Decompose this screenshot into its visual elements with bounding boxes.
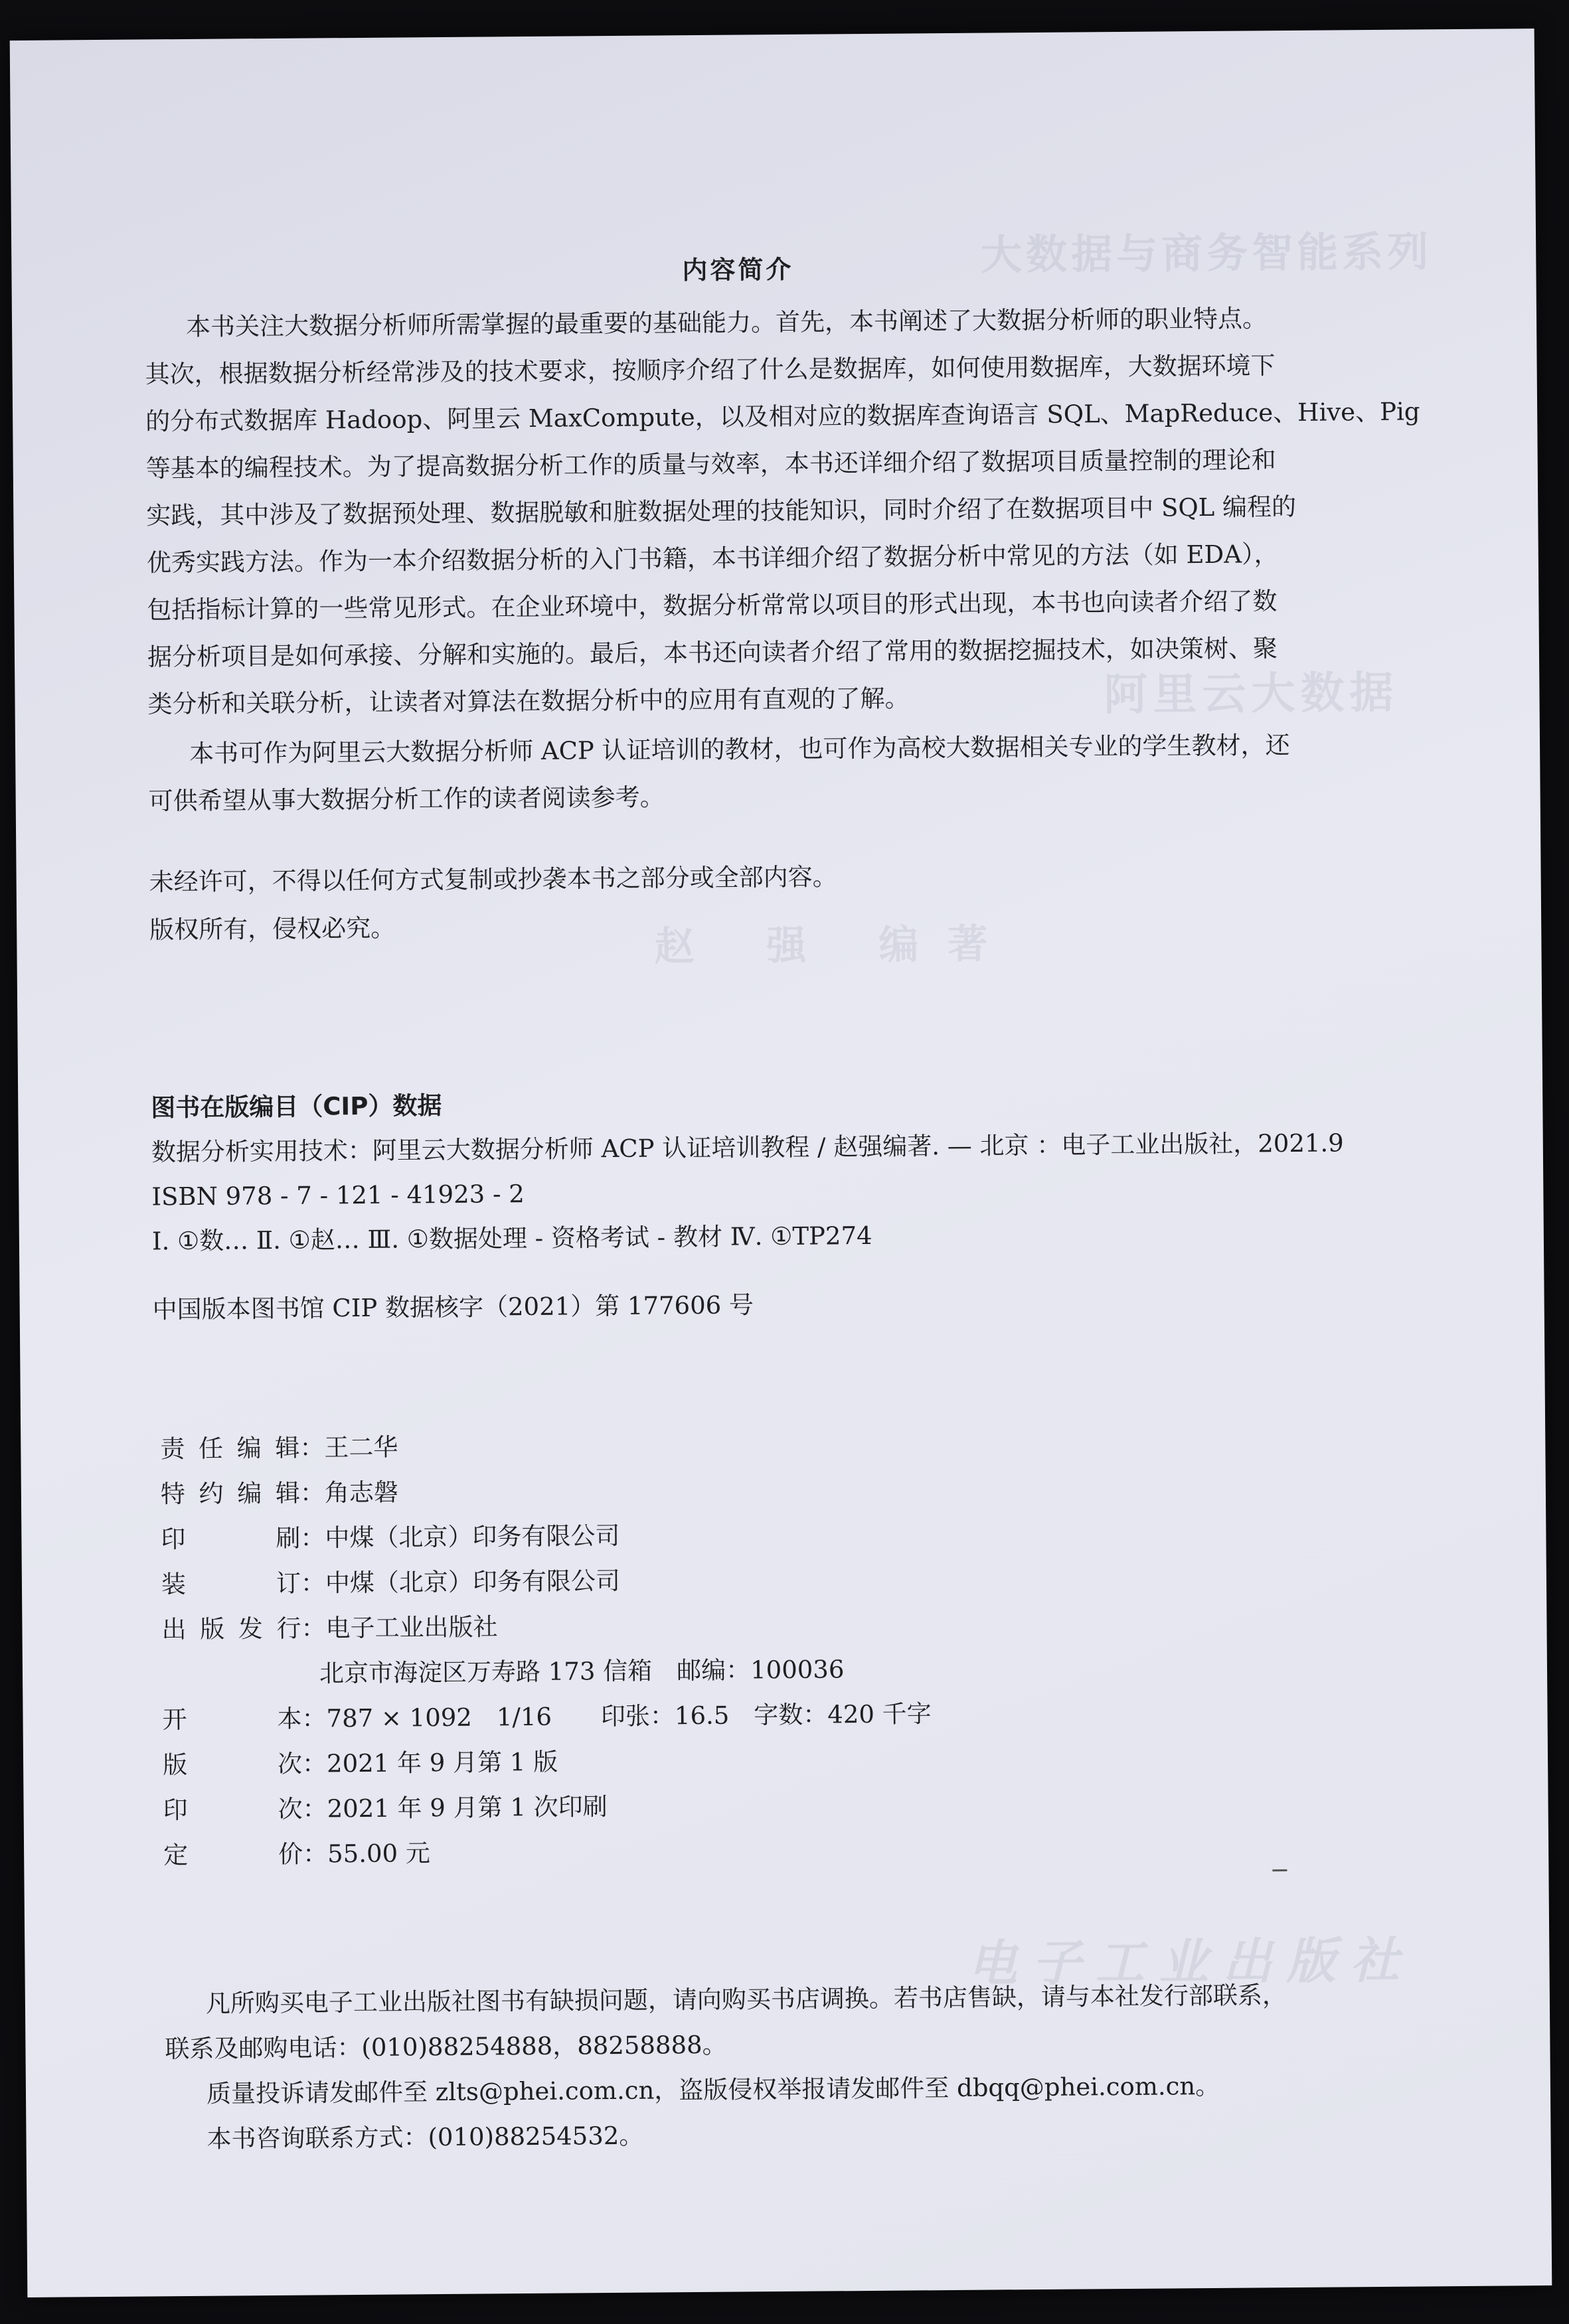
credit-value: 王二华 [324, 1433, 398, 1462]
intro-line: 本书关注大数据分析师所需掌握的最重要的基础能力。首先，本书阐述了大数据分析师的职业特点。 [185, 304, 1268, 341]
credit-label: 版次 [162, 1749, 303, 1780]
intro-line: 等基本的编程技术。为了提高数据分析工作的质量与效率，本书还详细介绍了数据项目质量控制的理论和 [145, 445, 1276, 483]
credit-format: 开本：787 × 1092 1/16 印张：16.5 字数：420 千字 [162, 1699, 932, 1735]
credit-price: 定价：55.00 元 [163, 1839, 431, 1870]
credit-publisher: 出版发行：电子工业出版社 [161, 1612, 498, 1644]
credit-printing: 印次：2021 年 9 月第 1 次印刷 [163, 1792, 608, 1825]
intro-line: 可供希望从事大数据分析工作的读者阅读参考。 [148, 783, 665, 816]
credit-label: 出版发行 [161, 1614, 301, 1644]
credit-value: 中煤（北京）印务有限公司 [325, 1521, 620, 1553]
intro-line: 优秀实践方法。作为一本介绍数据分析的入门书籍，本书详细介绍了数据分析中常见的方法（如 EDA）， [146, 540, 1279, 578]
credit-edition: 版次：2021 年 9 月第 1 版 [162, 1747, 558, 1780]
copyright-notice: 未经许可，不得以任何方式复制或抄袭本书之部分或全部内容。 [149, 862, 837, 897]
credit-label: 定价 [163, 1839, 303, 1870]
book-page [10, 29, 1552, 2297]
credit-label: 装订 [161, 1569, 301, 1599]
intro-line: 包括指标计算的一些常见形式。在企业环境中，数据分析常常以项目的形式出现，本书也向读者介绍了数 [147, 587, 1278, 625]
notice-line: 凡所购买电子工业出版社图书有缺损问题，请向购买书店调换。若书店售缺，请与本社发行部联系， [205, 1981, 1287, 2018]
credit-special-editor: 特约编辑：角志磐 [160, 1478, 399, 1509]
credit-value: 2021 年 9 月第 1 版 [326, 1747, 558, 1778]
intro-line: 类分析和关联分析，让读者对算法在数据分析中的应用有直观的了解。 [147, 684, 910, 719]
credit-value: 中煤（北京）印务有限公司 [325, 1566, 621, 1598]
intro-line: 本书可作为阿里云大数据分析师 ACP 认证培训的教材，也可作为高校大数据相关专业的学生教材，还 [189, 730, 1290, 768]
cip-heading: 图书在版编目（CIP）数据 [151, 1091, 442, 1123]
intro-line: 的分布式数据库 Hadoop、阿里云 MaxCompute，以及相对应的数据库查询语言 SQL、MapReduce、Hive、Pig [145, 397, 1420, 436]
credit-label: 印次 [163, 1794, 303, 1825]
credit-label: 特约编辑 [160, 1478, 301, 1509]
notice-line: 联系及邮购电话：(010)88254888，88258888。 [165, 2030, 727, 2064]
credit-printer: 印刷：中煤（北京）印务有限公司 [161, 1521, 620, 1554]
credit-value: 电子工业出版社 [325, 1612, 498, 1643]
credit-binder: 装订：中煤（北京）印务有限公司 [161, 1566, 621, 1599]
notice-line: 本书咨询联系方式：(010)88254532。 [206, 2121, 644, 2153]
credit-value: 787 × 1092 1/16 印张：16.5 字数：420 千字 [326, 1699, 932, 1733]
credit-value: 2021 年 9 月第 1 次印刷 [327, 1792, 608, 1823]
cip-line: 数据分析实用技术：阿里云大数据分析师 ACP 认证培训教程 / 赵强编著. — 北京 ：电子工业出版社，2021.9 [151, 1128, 1344, 1167]
credit-editor: 责任编辑：王二华 [160, 1433, 398, 1464]
intro-line: 实践，其中涉及了数据预处理、数据脱敏和脏数据处理的技能知识，同时介绍了在数据项目中 SQL 编程的 [146, 492, 1297, 530]
cip-line: ISBN 978 - 7 - 121 - 41923 - 2 [151, 1180, 525, 1211]
copyright-notice: 版权所有，侵权必究。 [149, 913, 396, 945]
bleed-through-text: 电子工业出版社 [967, 1932, 1414, 1993]
intro-line: 据分析项目是如何承接、分解和实施的。最后，本书还向读者介绍了常用的数据挖掘技术，如决策树、聚 [147, 634, 1278, 672]
cip-record: 中国版本图书馆 CIP 数据核字（2021）第 177606 号 [152, 1290, 754, 1324]
bleed-through-text: 赵 强 编著 [654, 921, 1017, 970]
credit-address: 北京市海淀区万寿路 173 信箱 邮编：100036 [319, 1655, 845, 1688]
bleed-through-text: 阿里云大数据 [1104, 666, 1399, 721]
credit-value: 角志磐 [324, 1478, 399, 1508]
credit-label: 责任编辑 [160, 1433, 300, 1464]
bleed-through-text: 大数据与商务智能系列 [980, 227, 1433, 279]
stray-mark [1272, 1869, 1287, 1871]
intro-line: 其次，根据数据分析经常涉及的技术要求，按顺序介绍了什么是数据库，如何使用数据库，大数据环境下 [145, 351, 1276, 389]
credit-label: 印刷 [161, 1523, 301, 1554]
credit-label: 开本 [162, 1704, 302, 1735]
credit-value: 55.00 元 [327, 1839, 431, 1869]
cip-line: Ⅰ. ①数… Ⅱ. ①赵… Ⅲ. ①数据处理 - 资格考试 - 教材 Ⅳ. ①TP274 [151, 1221, 872, 1256]
notice-line: 质量投诉请发邮件至 zlts@phei.com.cn，盗版侵权举报请发邮件至 dbqq@phei.com.cn。 [206, 2071, 1220, 2108]
intro-title: 内容简介 [682, 254, 794, 285]
